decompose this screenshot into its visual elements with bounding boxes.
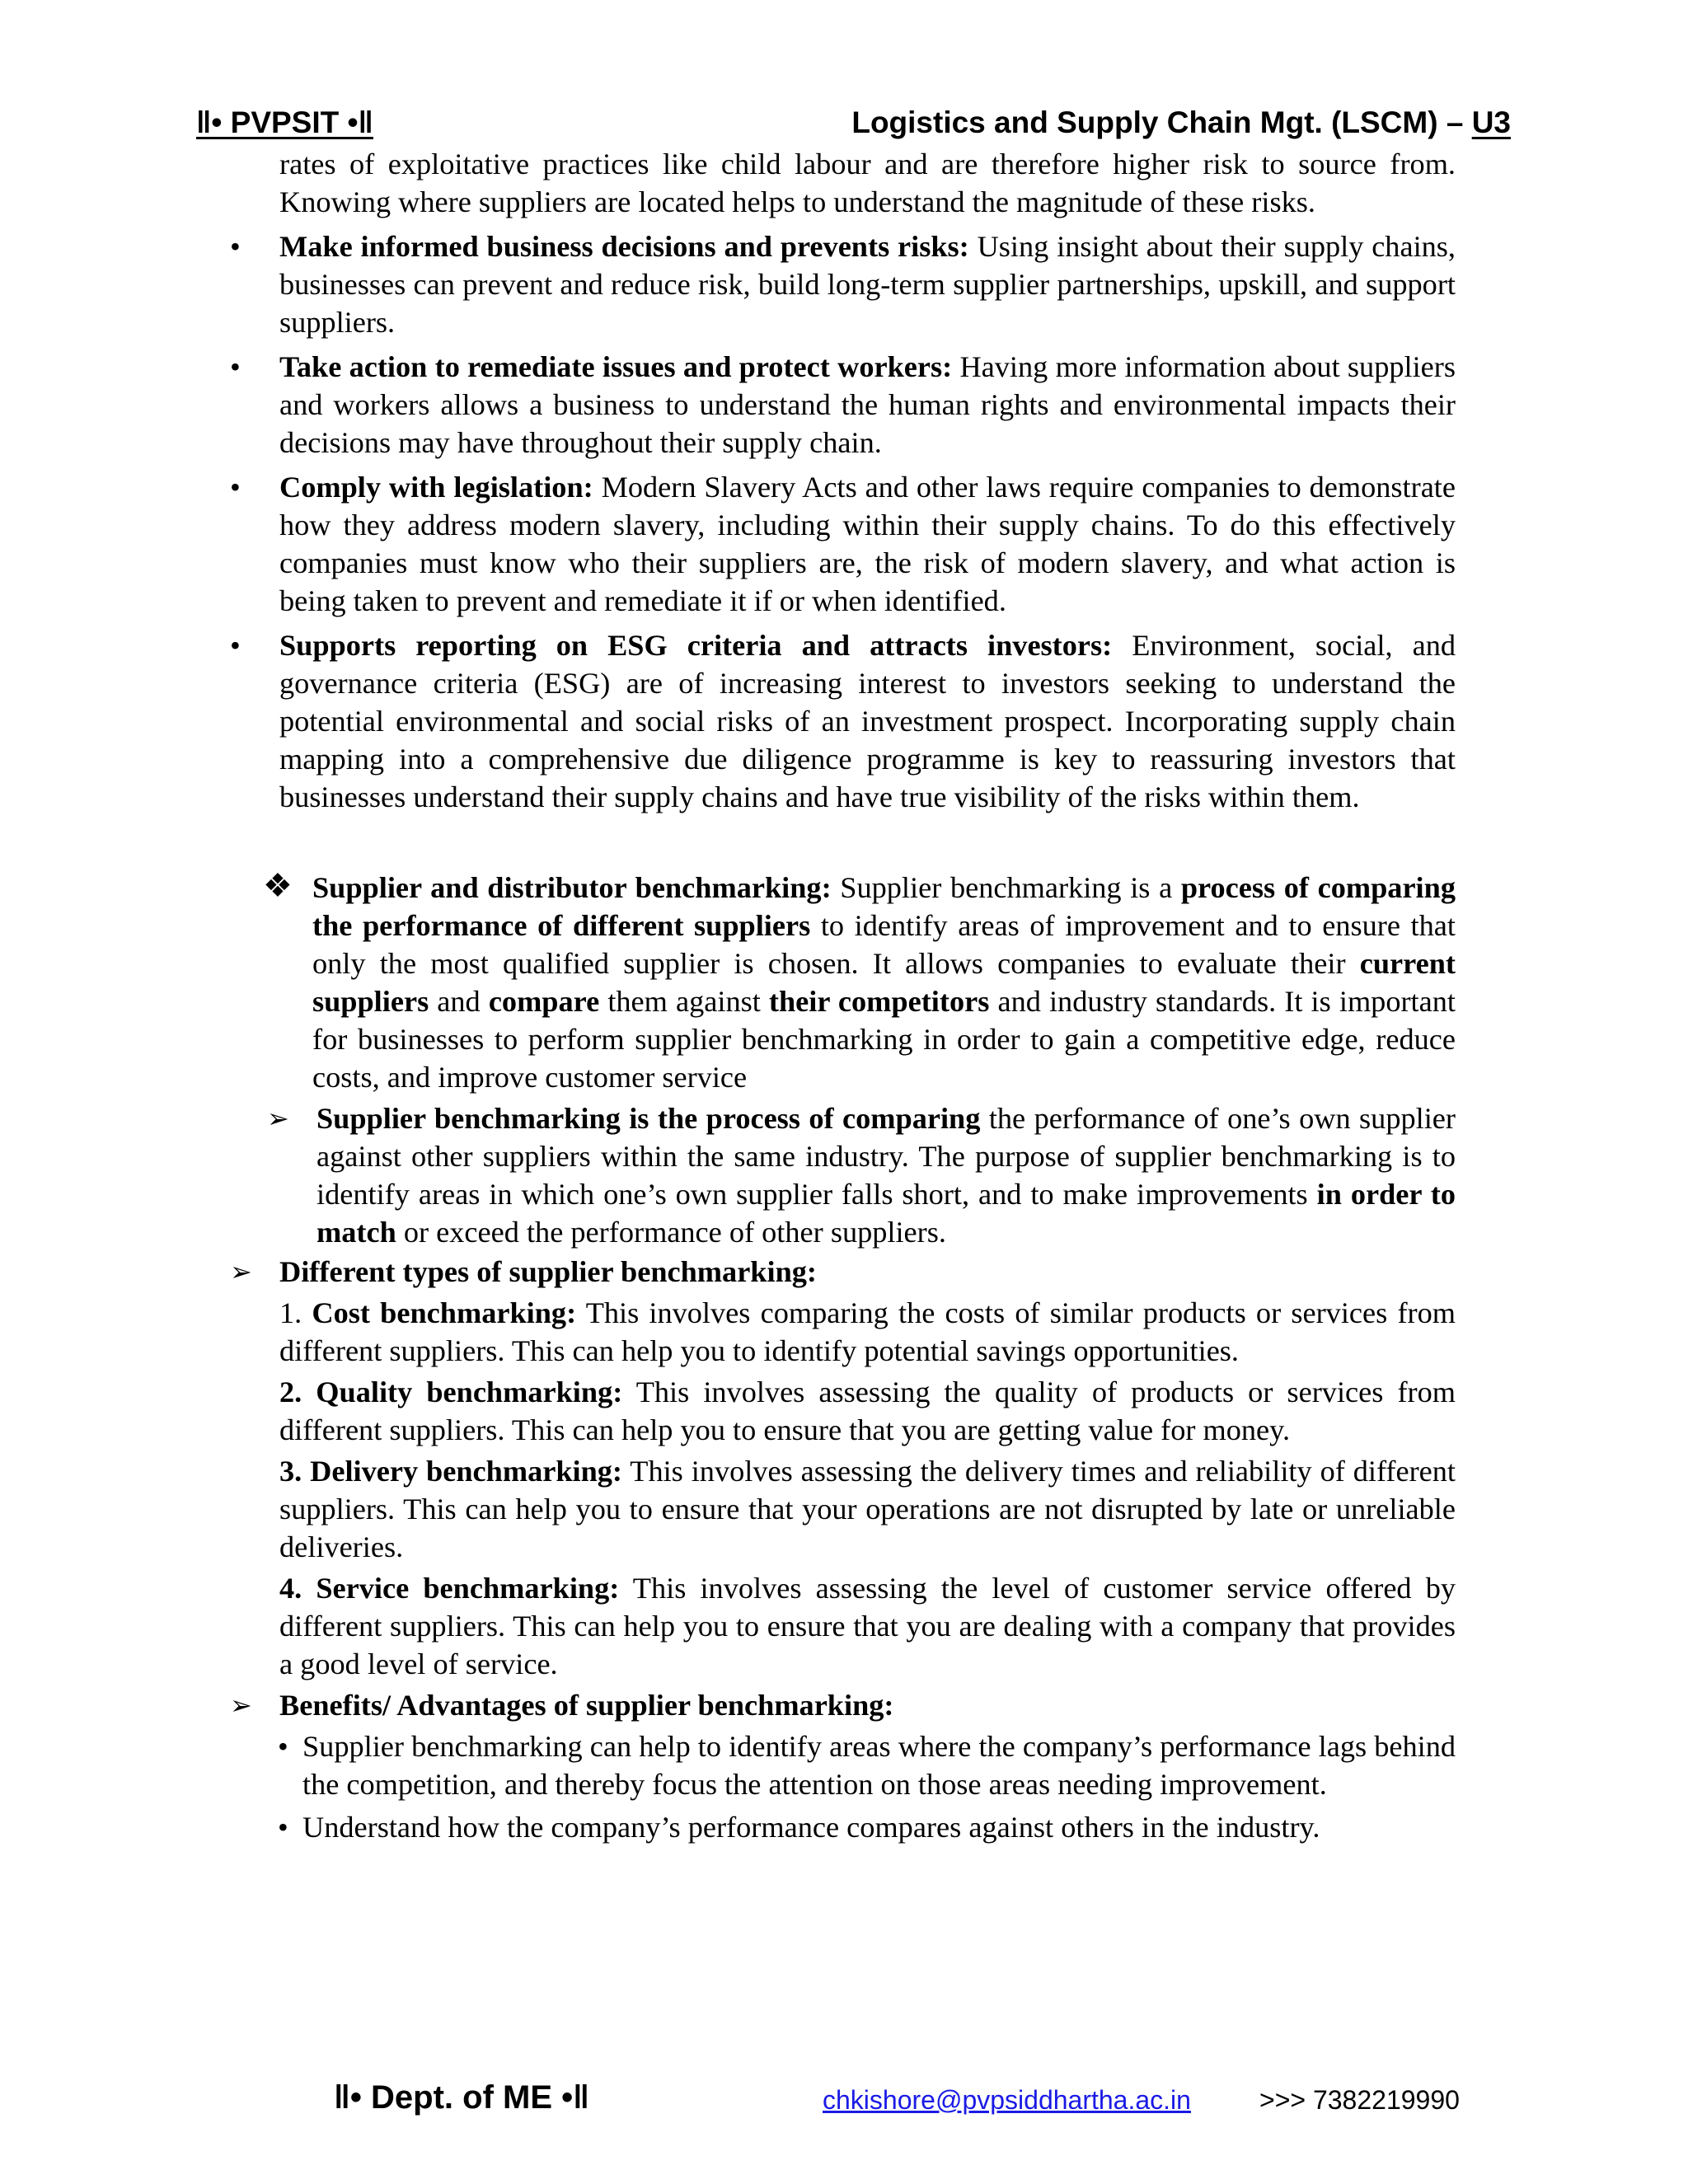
benchmarking-section xyxy=(263,867,1456,1096)
type-lead: Service benchmarking: xyxy=(316,1572,620,1605)
type-number: 3. xyxy=(279,1455,311,1488)
arrow-bullet-icon: ➢ xyxy=(230,1257,252,1286)
type-item xyxy=(279,1373,1456,1449)
definition-text: or exceed the performance of other suppliers. xyxy=(396,1216,946,1249)
bullet-item xyxy=(230,626,1456,816)
bullet-text: Modern Slavery Acts and other laws require companies to demonstrate how they address modern slavery, including within their supply chains. To do this effectively companies must know who their suppliers are, the risk of modern slavery, and what action is being taken to prevent and remediate it if or when identified. xyxy=(279,471,1456,617)
section-bold-text: current suppliers xyxy=(312,947,1456,1018)
benefits-heading xyxy=(230,1686,1456,1724)
bullet-icon: • xyxy=(230,230,241,263)
section-text: Supplier benchmarking is a xyxy=(831,871,1181,904)
section-bold-text: their competitors xyxy=(768,985,990,1018)
bullet-item xyxy=(230,348,1456,462)
definition-text: the performance of one’s own supplier against other suppliers within the same industry. The purpose of supplier benchmarking is to identify areas in which one’s own supplier falls short, and to make improvements xyxy=(316,1102,1456,1211)
section-bold-text: compare xyxy=(488,985,600,1018)
bullet-icon: • xyxy=(278,1811,288,1844)
bullet-text: Having more information about suppliers and workers allows a business to understand the human rights and environmental impacts their decisions may have throughout their supply chain. xyxy=(279,350,1456,459)
definition-bold-text: in order to match xyxy=(316,1178,1456,1249)
arrow-bullet-icon: ➢ xyxy=(267,1104,289,1133)
section-title: Supplier and distributor benchmarking xyxy=(312,871,822,904)
diamond-bullet-icon: ❖ xyxy=(263,867,293,904)
benefit-item xyxy=(278,1808,1456,1846)
type-number: 1. xyxy=(279,1296,312,1329)
bullet-text: Environment, social, and governance criteria (ESG) are of increasing interest to investors seeking to understand the potential environmental and social risks of an investment prospect. Incorporating supply chain mapping into a comprehensive due diligence programme is key to reassuring investors that businesses understand their supply chains and have true visibility of the risks within them. xyxy=(279,629,1456,813)
type-lead: Quality benchmarking: xyxy=(316,1376,623,1408)
header-institute: ‖• PVPSIT •‖ xyxy=(196,105,373,139)
section-text: to identify areas of improvement and to ensure that only the most qualified supplier is chosen. It allows companies to evaluate their xyxy=(312,909,1456,980)
type-text: This involves assessing the quality of products or services from different suppliers. This can help you to ensure that you are getting value for money. xyxy=(279,1376,1456,1446)
types-heading-text: Different types of supplier benchmarking: xyxy=(279,1255,817,1288)
bullet-text: Using insight about their supply chains, businesses can prevent and reduce risk, build long-term supplier partnerships, upskill, and support suppliers. xyxy=(279,230,1456,339)
benefit-item xyxy=(278,1727,1456,1803)
section-text: and industry standards. It is important for businesses to perform supplier benchmarking in order to gain a competitive edge, reduce costs, and improve customer service xyxy=(312,985,1456,1094)
header-course-name: Logistics and Supply Chain Mgt. (LSCM) – xyxy=(851,105,1472,139)
footer-department: ‖• Dept. of ME •‖ xyxy=(334,2079,590,2116)
bullet-lead: Supports reporting on ESG criteria and attracts investors: xyxy=(279,629,1113,662)
intro-paragraph: rates of exploitative practices like child labour and are therefore higher risk to source from. Knowing where suppliers are located helps to understand the magnitude of these risks. xyxy=(279,148,1456,218)
bullet-lead: Take action to remediate issues and protect workers: xyxy=(279,350,953,383)
bullet-icon: • xyxy=(230,350,241,383)
section-title-colon: : xyxy=(821,871,832,904)
bullet-item xyxy=(230,468,1456,620)
bullet-icon: • xyxy=(230,629,241,662)
footer-phone: >>> 7382219990 xyxy=(1259,2085,1460,2115)
type-item xyxy=(279,1452,1456,1566)
type-item xyxy=(279,1294,1456,1370)
bullet-lead: Make informed business decisions and prevents risks: xyxy=(279,230,969,263)
section-text: them against xyxy=(599,985,769,1018)
type-item xyxy=(279,1569,1456,1683)
section-text: and xyxy=(429,985,489,1018)
benefit-text: Understand how the company’s performance compares against others in the industry. xyxy=(302,1811,1320,1844)
section-bold-text: process of comparing the performance of different suppliers xyxy=(312,871,1456,942)
page-content xyxy=(0,145,1688,1851)
bullet-icon: • xyxy=(278,1730,288,1763)
type-text: This involves assessing the level of customer service offered by different suppliers. This can help you to ensure that you are dealing with a company that provides a good level of service. xyxy=(279,1572,1456,1680)
header-unit: U3 xyxy=(1471,105,1511,139)
definition-item xyxy=(267,1099,1456,1251)
definition-bold-text: Supplier benchmarking is the process of comparing xyxy=(316,1102,981,1135)
type-text: This involves comparing the costs of similar products or services from different suppliers. This can help you to identify potential savings opportunities. xyxy=(279,1296,1456,1367)
type-number: 2. xyxy=(279,1376,316,1408)
footer-email-link[interactable]: chkishore@pvpsiddhartha.ac.in xyxy=(823,2085,1191,2115)
types-heading xyxy=(230,1253,1456,1291)
bullet-item xyxy=(230,227,1456,341)
type-lead: Delivery benchmarking: xyxy=(310,1455,623,1488)
benefit-text: Supplier benchmarking can help to identify areas where the company’s performance lags behind the competition, and thereby focus the attention on those areas needing improvement. xyxy=(302,1730,1456,1801)
type-number: 4. xyxy=(279,1572,316,1605)
type-text: This involves assessing the delivery times and reliability of different suppliers. This can help you to ensure that your operations are not disrupted by late or unreliable deliveries. xyxy=(279,1455,1456,1563)
bullet-icon: • xyxy=(230,471,241,504)
header-course-title xyxy=(851,102,1511,143)
benefits-heading-text: Benefits/ Advantages of supplier benchmarking: xyxy=(279,1689,894,1722)
arrow-bullet-icon: ➢ xyxy=(230,1690,252,1720)
bullet-lead: Comply with legislation: xyxy=(279,471,593,504)
type-lead: Cost benchmarking: xyxy=(312,1296,577,1329)
